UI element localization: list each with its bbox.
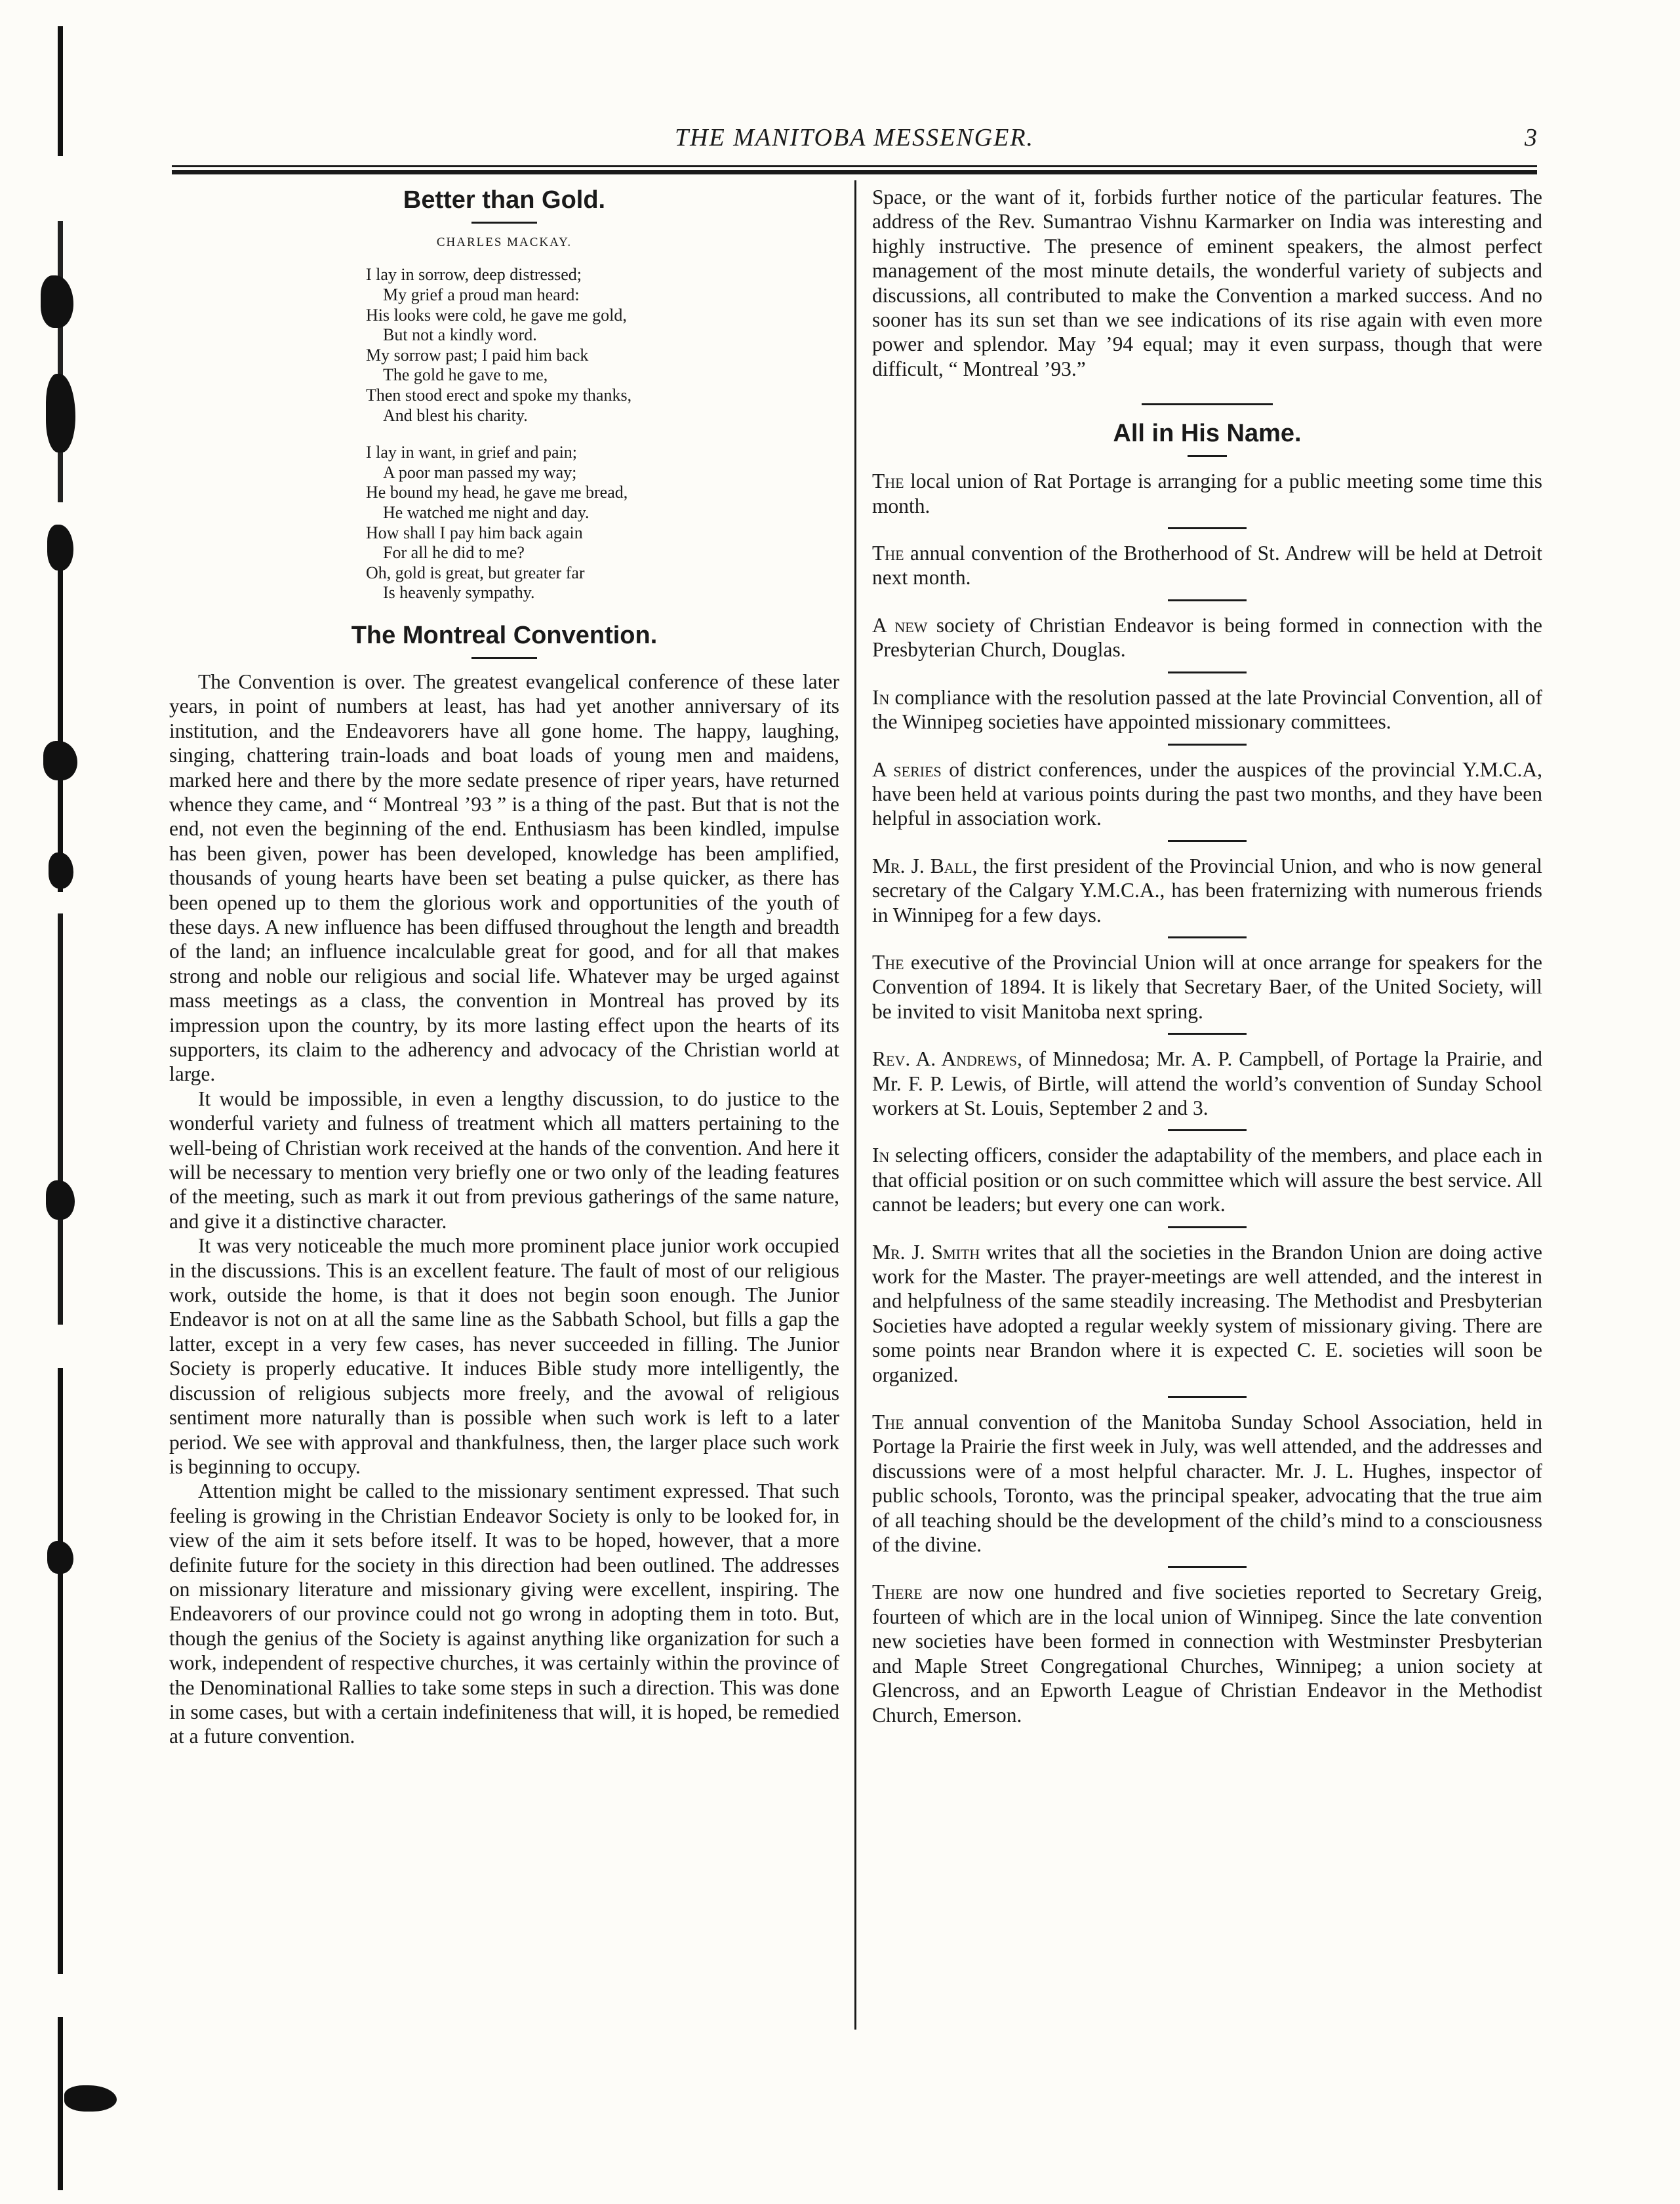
item-rule	[1168, 527, 1247, 529]
news-item-text: local union of Rat Portage is arranging for a public meeting some time this month.	[872, 470, 1542, 517]
news-item-text: , the first president of the Provincial Union, and who is now general secretary of the Calgary Y.M.C.A., has been fraternizing with numerous friends in Winnipeg for a few days.	[872, 854, 1543, 927]
poem-title: Better than Gold.	[403, 186, 606, 214]
masthead-title: THE MANITOBA MESSENGER.	[674, 124, 1035, 151]
poem-line: And blest his charity.	[383, 405, 528, 425]
news-item-text: are now one hundred and five societies reported to Secretary Greig, fourteen of which are in the local union of Winnipeg. Since the late convention new societies have been formed in connection with Westminster Presbyterian and Maple Street Congregational Churches, Winnipeg; a union society at Glencross, and an Epworth League of Christian Endeavor in the Methodist Church, Emerson.	[872, 1580, 1542, 1727]
poem-line: Then stood erect and spoke my thanks,	[366, 385, 632, 405]
news-item-lead: The	[872, 1411, 904, 1434]
poem-line: I lay in sorrow, deep distressed;	[366, 265, 582, 285]
poem-stanza	[366, 443, 839, 603]
news-item-lead: Mr. J. Smith	[872, 1240, 980, 1264]
page-binding-edge	[0, 0, 89, 2204]
poem-line: For all he did to me?	[383, 543, 525, 563]
item-rule	[1168, 671, 1247, 673]
news-item-text: writes that all the societies in the Brandon Union are doing active work for the Master. The prayer-meetings are well attended, and the interest in and helpfulness of the same steadily increasing. The Methodist and Presbyterian Societies have adopted a regular weekly system of missionary giving. There are some points near Brandon where it is expected C. E. societies will soon be organized.	[872, 1240, 1542, 1386]
ink-blot	[41, 275, 73, 328]
news-items	[872, 469, 1542, 1727]
news-item-lead: The	[872, 950, 904, 974]
poem-line: His looks were cold, he gave me gold,	[366, 305, 627, 325]
news-item-text: compliance with the resolution passed at the late Provincial Convention, all of the Winnipeg societies have appointed missionary committees.	[872, 685, 1542, 734]
item-rule	[1168, 840, 1247, 842]
ink-blot	[46, 374, 75, 452]
item-rule	[1168, 936, 1247, 938]
news-item	[872, 1580, 1542, 1727]
news-item-lead: In	[872, 685, 890, 709]
binding-spine	[58, 26, 63, 2190]
news-item-text: annual convention of the Brotherhood of St. Andrew will be held at Detroit next month.	[872, 542, 1542, 590]
poem-line: My grief a proud man heard:	[383, 285, 580, 304]
poem-line: A poor man passed my way;	[383, 462, 577, 482]
article-paragraph: The Convention is over. The greatest evangelical conference of these later years, in point of numbers at least, has had yet another anniversary of its institution, and the Endeavorers have all gone home. The happy, laughing, singing, chattering train-loads and boat loads of young men and maidens, marked here and there by the more sedate presence of riper years, have returned whence they came, and “ Montreal ’93 ” is a thing of the past. But that is not the end, not even the beginning of the end. Enthusiasm has been kindled, impulse has been given, power has been developed, knowledge has been amplified, thousands of young hearts have been set beating a pulse quicker, as there has been opened up to them the glorious work and opportunities of the youth of these days. A new influence has been diffused throughout the length and breadth of the land; an influence incalculable great for good, and for all that makes strong and noble our religious and social life. Whatever may be urged against mass meetings as a class, the convention in Montreal has proved by its impression upon the country, by its more lasting effect upon the hearts of its supporters, its claim to the adherency and advocacy of the Christian world at large.	[169, 670, 839, 1086]
news-item	[872, 854, 1542, 927]
article-title: The Montreal Convention.	[351, 621, 658, 649]
item-rule	[1168, 1033, 1247, 1035]
ink-blot	[46, 1180, 75, 1220]
news-item	[872, 1410, 1542, 1557]
title-rule	[471, 222, 537, 224]
item-rule	[1168, 744, 1247, 746]
page-number: 3	[1525, 124, 1537, 151]
news-item-lead: The	[872, 470, 904, 493]
news-item	[872, 950, 1542, 1024]
header-rule-thick	[172, 170, 1537, 174]
item-rule	[1168, 599, 1247, 601]
news-item-lead: There	[872, 1580, 923, 1604]
poem-line: The gold he gave to me,	[383, 365, 548, 385]
left-column	[169, 185, 839, 1749]
item-rule	[1168, 1396, 1247, 1398]
news-item	[872, 757, 1542, 831]
news-item	[872, 1240, 1542, 1387]
item-rule	[1168, 1226, 1247, 1228]
column-divider	[854, 180, 856, 2030]
poem-line: I lay in want, in grief and pain;	[366, 443, 578, 462]
title-rule	[1188, 455, 1227, 457]
header-rule	[172, 165, 1537, 167]
news-item-lead: Mr. J. Ball	[872, 854, 972, 877]
news-item	[872, 1143, 1542, 1216]
right-column	[872, 185, 1542, 1727]
news-item-text: , of Minnedosa; Mr. A. P. Campbell, of Portage la Prairie, and Mr. F. P. Lewis, of Birtle, will attend the world’s convention of Sunday School workers at St. Louis, September 2 and 3.	[872, 1047, 1543, 1119]
article-paragraph: It would be impossible, in even a lengthy discussion, to do justice to the wonderful variety and fulness of treatment which all matters pertaining to the well-being of Christian work received at the hands of the convention. And here it will be necessary to mention very briefly one or two only of the leading features of the meeting, such as mark it out from previous gatherings of the same nature, and give it a distinctive character.	[169, 1087, 839, 1233]
article-continuation: Space, or the want of it, forbids further notice of the particular features. The address of the Rev. Sumantrao Vishnu Karmarker on India was interesting and highly instructive. The presence of eminent speakers, the almost perfect management of the most minute details, the wonderful variety of subjects and discussions, all contributed to make the Convention a marked success. And no sooner has its sun set than we see indications of its rise again with even more power and splendor. May ’94 equal; may it even surpass, though that were difficult, “ Montreal ’93.”	[872, 186, 1542, 380]
news-item-lead: Rev. A. Andrews	[872, 1047, 1017, 1071]
news-item-lead: In	[872, 1144, 890, 1167]
ink-blot	[64, 2085, 117, 2112]
news-item-text: of district conferences, under the auspices of the provincial Y.M.C.A, have been held at various points during the past two months, and they have been helpful in association work.	[872, 757, 1542, 830]
item-rule	[1168, 1566, 1247, 1568]
news-item-lead: The	[872, 542, 904, 565]
news-item-text: annual convention of the Manitoba Sunday School Association, held in Portage la Prairie the first week in July, was well attended, and the addresses and discussions were of a most helpful character. Mr. J. L. Hughes, inspector of public schools, Toronto, was the principal speaker, advocating that the true aim of all teaching should be the development of the child’s mind to a consciousness of the divine.	[872, 1411, 1542, 1557]
news-item-lead: A series	[872, 757, 942, 781]
poem-line: How shall I pay him back again	[366, 523, 583, 542]
ink-blot	[43, 741, 77, 780]
poem-author: CHARLES MACKAY.	[436, 235, 572, 249]
article-paragraph: Attention might be called to the missionary sentiment expressed. That such feeling is growing in the Christian Endeavor Society is only to be looked for, in view of the aim it sets before itself. It was to be hoped, however, that a more definite future for the society in this direction had been outlined. The addresses on missionary literature and missionary giving were excellent, inspiring. The Endeavorers of our province could not go wrong in adopting them in toto. But, though the genius of the Society is against anything like organization for such a work, independent of respective churches, it was certainly within the province of the Denominational Rallies to take some steps in such a direction. This was done in some cases, but with a certain indefiniteness that will, it is hoped, be remedied at a future convention.	[169, 1479, 839, 1748]
poem-body	[366, 265, 839, 603]
section-rule	[1142, 403, 1273, 405]
page-header	[172, 123, 1537, 160]
item-rule	[1168, 1129, 1247, 1131]
news-title: All in His Name.	[1113, 420, 1302, 448]
poem-line: My sorrow past; I paid him back	[366, 345, 589, 365]
news-item-text: selecting officers, consider the adaptability of the members, and place each in that official position or on such committee which will assure the best service. All cannot be leaders; but every one can work.	[872, 1144, 1542, 1216]
ink-blot	[47, 525, 73, 571]
news-item	[872, 541, 1542, 590]
news-item-text: executive of the Provincial Union will at once arrange for speakers for the Convention of 1894. It is likely that Secretary Baer, of the United Society, will be invited to visit Manitoba next spring.	[872, 950, 1542, 1023]
poem-line: He bound my head, he gave me bread,	[366, 483, 628, 502]
title-rule	[471, 657, 537, 659]
ink-blot	[49, 852, 73, 889]
poem-line: Oh, gold is great, but greater far	[366, 563, 585, 582]
news-item	[872, 613, 1542, 662]
news-item	[872, 469, 1542, 518]
article-paragraph: It was very noticeable the much more prominent place junior work occupied in the discussions. This is an excellent feature. The fault of most of our religious work, outside the home, is that it does not begin soon enough. The Junior Endeavor is not on at all the same line as the Sabbath School, but fills a gap the latter, except in a very few cases, has never succeeded in filling. The Junior Society is properly educative. It induces Bible study more intelligently, the discussion of religious subjects more freely, and the avowal of religious sentiment more naturally than is possible when such work is left to a later period. We see with approval and thankfulness, then, the larger place such work is beginning to occupy.	[169, 1234, 839, 1478]
news-item	[872, 1047, 1542, 1120]
poem-line: Is heavenly sympathy.	[383, 583, 535, 603]
poem-line: But not a kindly word.	[383, 325, 537, 345]
news-item-text: society of Christian Endeavor is being formed in connection with the Presbyterian Church, Douglas.	[872, 613, 1542, 662]
news-item-lead: A new	[872, 613, 928, 637]
news-item	[872, 685, 1542, 734]
ink-blot	[47, 1541, 73, 1574]
poem-line: He watched me night and day.	[383, 502, 590, 522]
poem-stanza	[366, 265, 839, 426]
